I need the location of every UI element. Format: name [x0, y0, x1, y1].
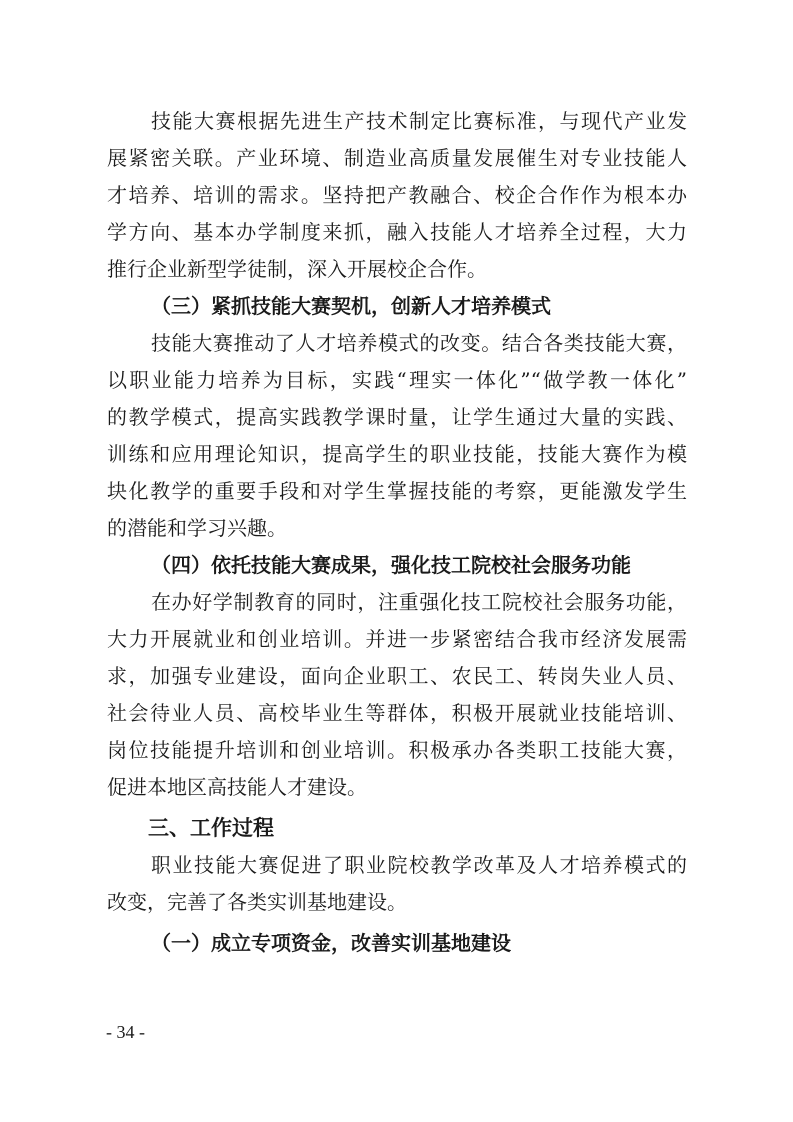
subsection-heading: （三）紧抓技能大赛契机，创新人才培养模式 [151, 294, 551, 318]
paragraph-line: 技能大赛根据先进生产技术制定比赛标准，与现代产业发 [151, 109, 687, 133]
paragraph-line: 岗位技能提升培训和创业培训。积极承办各类职工技能大赛， [107, 738, 687, 762]
paragraph-line: 才培养、培训的需求。坚持把产教融合、校企合作作为根本办 [107, 183, 687, 207]
paragraph-line: 块化教学的重要手段和对学生掌握技能的考察，更能激发学生 [107, 479, 687, 503]
page-number: - 34 - [106, 1022, 145, 1042]
subsection-heading: （一）成立专项资金，改善实训基地建设 [151, 931, 511, 955]
paragraph-line: 学方向、基本办学制度来抓，融入技能人才培养全过程，大力 [107, 220, 687, 244]
paragraph-line: 展紧密关联。产业环境、制造业高质量发展催生对专业技能人 [107, 146, 687, 170]
paragraph-line: 的教学模式，提高实践教学课时量，让学生通过大量的实践、 [107, 405, 687, 429]
paragraph-line: 推行企业新型学徒制，深入开展校企合作。 [107, 257, 487, 281]
paragraph-line: 的潜能和学习兴趣。 [107, 516, 287, 540]
paragraph-line: 以职业能力培养为目标，实践“理实一体化”“做学教一体化” [107, 368, 687, 392]
paragraph-line: 促进本地区高技能人才建设。 [107, 775, 367, 799]
paragraph-line: 改变，完善了各类实训基地建设。 [107, 890, 407, 914]
paragraph-line: 求，加强专业建设，面向企业职工、农民工、转岗失业人员、 [107, 664, 687, 688]
paragraph-line: 社会待业人员、高校毕业生等群体，积极开展就业技能培训、 [107, 701, 687, 725]
paragraph-line: 技能大赛推动了人才培养模式的改变。结合各类技能大赛， [151, 331, 687, 355]
paragraph-line: 大力开展就业和创业培训。并进一步紧密结合我市经济发展需 [107, 627, 687, 651]
section-heading: 三、工作过程 [148, 816, 274, 840]
paragraph-line: 职业技能大赛促进了职业院校教学改革及人才培养模式的 [151, 853, 687, 877]
paragraph-line: 在办好学制教育的同时，注重强化技工院校社会服务功能， [151, 590, 687, 614]
paragraph-line: 训练和应用理论知识，提高学生的职业技能，技能大赛作为模 [107, 442, 687, 466]
subsection-heading: （四）依托技能大赛成果，强化技工院校社会服务功能 [151, 553, 631, 577]
